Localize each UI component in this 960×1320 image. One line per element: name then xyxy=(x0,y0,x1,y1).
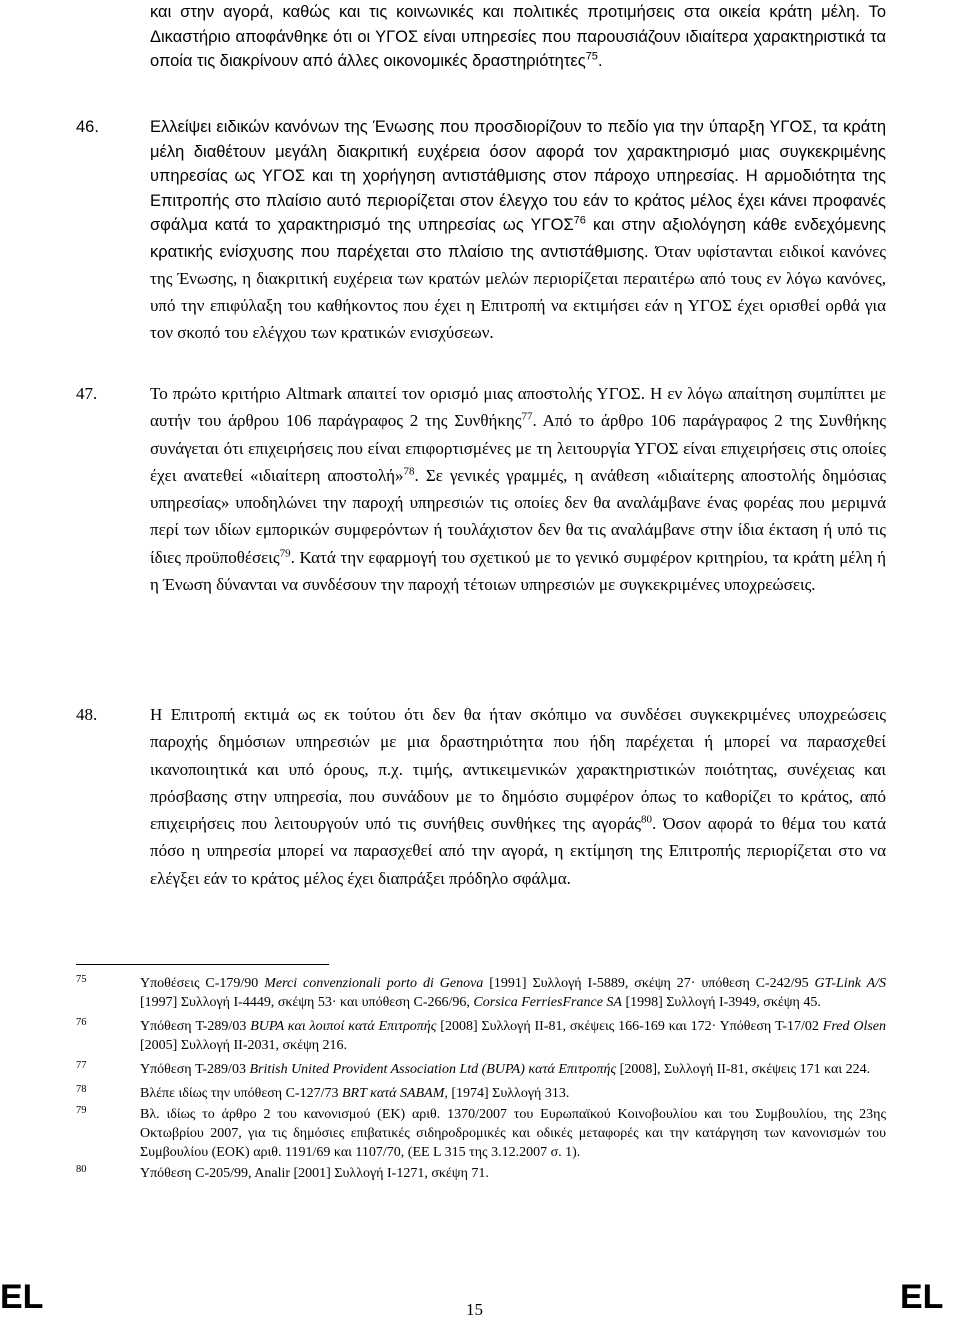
case-name: BRT κατά SABAM xyxy=(341,1086,445,1101)
footnote-ref-79[interactable]: 79 xyxy=(279,547,291,560)
paragraph-text: Όταν υφίστανται ειδικοί κανόνες της Ένωσης, η διακριτική ευχέρεια των κρατών μελών περιορίζεται περαιτέρω από τους εν λόγω κανόνες, υπό την επιφύλαξη του καθήκοντος που έχει η Επιτροπή να εκτιμήσει εάν η ΥΓΟΣ έχει ορισθεί ορθά για τον σκοπό του ελέγχου των κρατικών ενισχύσεων. xyxy=(150,241,886,343)
intro-text: και στην αγορά, καθώς και τις κοινωνικές και πολιτικές προτιμήσεις στα οικεία κράτη μέλη. Το Δικαστήριο αποφάνθηκε ότι οι ΥΓΟΣ είναι υπηρεσίες που παρουσιάζουν ιδιαίτερα χαρακτηριστικά τα οποία τις διακρίνουν από άλλες οικονομικές δραστηριότητες xyxy=(150,3,886,70)
paragraph-body xyxy=(150,115,886,347)
footnote-77 xyxy=(76,1060,886,1079)
footnote-number: 78 xyxy=(76,1084,87,1095)
paragraph-text: . Από το άρθρο 106 παράγραφος 2 της Συνθήκης συνάγεται ότι επιχειρήσεις που είναι επιφορτισμένες με τη λειτουργία ΥΓΟΣ είναι επιχειρήσεις στις οποίες έχει ανατεθεί «ιδιαίτερη αποστολή» xyxy=(150,411,886,485)
case-name: Fred Olsen xyxy=(822,1019,887,1034)
footnote-ref-77[interactable]: 77 xyxy=(521,410,533,423)
footnote-text: [2008] Συλλογή II-81, σκέψεις 166-169 και 172· Υπόθεση T-17/02 xyxy=(436,1019,823,1034)
footnote-text: Υποθέσεις C-179/90 xyxy=(140,976,265,991)
footnote-75 xyxy=(76,974,886,1012)
footnotes xyxy=(76,974,886,1183)
footnote-79 xyxy=(76,1105,886,1162)
footnote-78 xyxy=(76,1084,886,1103)
language-code-right: EL xyxy=(900,1278,944,1316)
case-name: Merci convenzionali porto di Genova xyxy=(264,976,484,991)
paragraph-body xyxy=(150,380,886,598)
footnote-76 xyxy=(76,1017,886,1055)
case-name: GT-Link A/S xyxy=(814,976,887,991)
paragraph-text: και στην αξιολόγηση κάθε ενδεχόμενης κρατικής ενίσχυσης που παρέχεται στο πλαίσιο της αντιστάθμισης. xyxy=(150,216,886,261)
paragraph-number: 48. xyxy=(76,705,98,724)
paragraph-text: . Όσον αφορά το θέμα του κατά πόσο η υπηρεσία μπορεί να παρασχεθεί από την αγορά, η εκτίμηση της Επιτροπής περιορίζεται στο να ελέγξει εάν το κράτος μέλος έχει διαπράξει πρόδηλο σφάλμα. xyxy=(150,814,886,888)
case-name: Corsica FerriesFrance SA xyxy=(473,995,622,1010)
paragraph-48 xyxy=(76,701,886,892)
paragraph-text: Η Επιτροπή εκτιμά ως εκ τούτου ότι δεν θα ήταν σκόπιμο να συνδέσει συγκεκριμένες υποχρεώσεις παροχής δημόσιων υπηρεσιών με μια δραστηριότητα που ήδη παρέχεται ή μπορεί να παρασχεθεί ικανοποιητικά και υπό όρους, π.χ. τιμής, αντικειμενικών χαρακτηριστικών ποιότητας, συνέχειας και πρόσβασης στην υπηρεσία, που συνάδουν με το δημόσιο συμφέρον όπως το καθορίζει το κράτος, από επιχειρήσεις που λειτουργούν υπό τις συνήθεις συνθήκες της αγοράς xyxy=(150,705,886,834)
footnote-text: [2008], Συλλογή II-81, σκέψεις 171 και 224. xyxy=(616,1062,871,1077)
footnote-80 xyxy=(76,1164,886,1183)
footnote-number: 77 xyxy=(76,1060,87,1071)
footnote-separator xyxy=(76,964,329,965)
footnote-ref-76[interactable]: 76 xyxy=(573,214,586,227)
footnote-text: Υπόθεση T-289/03 xyxy=(140,1062,250,1077)
footnote-text: [2005] Συλλογή II-2031, σκέψη 216. xyxy=(140,1038,348,1053)
footnote-number: 76 xyxy=(76,1017,87,1028)
paragraph-number: 46. xyxy=(76,118,99,136)
paragraph-46 xyxy=(76,115,886,347)
footnote-text: [1998] Συλλογή I-3949, σκέψη 45. xyxy=(621,995,821,1010)
footnote-text: , [1974] Συλλογή 313. xyxy=(444,1086,570,1101)
page-number: 15 xyxy=(466,1300,483,1319)
footnote-text: Υπόθεση T-289/03 xyxy=(140,1019,251,1034)
paragraph-number: 47. xyxy=(76,384,98,403)
intro-tail: . xyxy=(597,52,603,70)
paragraph-text: . Κατά την εφαρμογή του σχετικού με το γενικό συμφέρον κριτηρίου, τα κράτη μέλη ή η Ένωση δύνανται να συνδέσουν την παροχή τέτοιων υπηρεσιών με συγκεκριμένες υποχρεώσεις. xyxy=(150,547,886,595)
intro-paragraph xyxy=(150,0,886,74)
case-name: BUPA και λοιποί κατά Επιτροπής xyxy=(250,1019,437,1034)
paragraph-text: Το πρώτο κριτήριο Altmark απαιτεί τον ορισμό μιας αποστολής ΥΓΟΣ. Η εν λόγω απαίτηση συμπίπτει με αυτήν του άρθρου 106 παράγραφος 2 της Συνθήκης xyxy=(150,384,886,431)
case-name: British United Provident Association Ltd (BUPA) κατά Επιτροπής xyxy=(249,1062,617,1077)
footnote-number: 80 xyxy=(76,1164,87,1175)
footnote-ref-78[interactable]: 78 xyxy=(403,465,415,478)
paragraph-text: . Σε γενικές γραμμές, η ανάθεση «ιδιαίτερης αποστολής δημόσιας υπηρεσίας» υποδηλώνει την παροχή υπηρεσιών τις οποίες δεν θα αναλάμβανε ένας φορέας που μεριμνά περί των ιδίων εμπορικών συμφερόντων ή τουλάχιστον δεν θα τις αναλάμβανε στην ίδια έκταση ή υπό τις ίδιες προϋποθέσεις xyxy=(150,465,886,567)
footnote-number: 79 xyxy=(76,1105,87,1116)
language-code-left: EL xyxy=(0,1278,44,1316)
footnote-text: Βλέπε ιδίως την υπόθεση C-127/73 xyxy=(140,1086,342,1101)
paragraph-body xyxy=(150,701,886,892)
footnote-ref-75[interactable]: 75 xyxy=(585,50,598,63)
footnote-text: [1991] Συλλογή I-5889, σκέψη 27· υπόθεση C-242/95 xyxy=(483,976,815,991)
paragraph-text: Ελλείψει ειδικών κανόνων της Ένωσης που προσδιορίζουν το πεδίο για την ύπαρξη ΥΓΟΣ, τα κράτη μέλη διαθέτουν μεγάλη διακριτική ευχέρεια όσον αφορά τον χαρακτηρισμό μιας συγκεκριμένης υπηρεσίας ως ΥΓΟΣ και τη χορήγηση αντιστάθμισης στον πάροχο υπηρεσίας. Η αρμοδιότητα της Επιτροπής στο πλαίσιο αυτό περιορίζεται στον έλεγχο του εάν το κράτος μέλος έχει κάνει προφανές σφάλμα κατά το χαρακτηρισμό της υπηρεσίας ως ΥΓΟΣ xyxy=(150,118,886,234)
footnote-text: Βλ. ιδίως το άρθρο 2 του κανονισμού (ΕΚ) αριθ. 1370/2007 του Ευρωπαϊκού Κοινοβουλίου και του Συμβουλίου, της 23ης Οκτωβρίου 2007, για τις δημόσιες επιβατικές σιδηροδρομικές και οδικές μεταφορές και την κατάργηση των κανονισμών του Συμβουλίου (ΕΟΚ) αριθ. 1191/69 και 1107/70, (ΕΕ L 315 της 3.12.2007 σ. 1). xyxy=(140,1107,886,1160)
footnote-text: Υπόθεση C-205/99, Analir [2001] Συλλογή I-1271, σκέψη 71. xyxy=(140,1166,489,1181)
footnote-ref-80[interactable]: 80 xyxy=(641,813,653,826)
paragraph-47 xyxy=(76,380,886,598)
footnote-text: [1997] Συλλογή I-4449, σκέψη 53· και υπόθεση C-266/96, xyxy=(140,995,474,1010)
footnote-number: 75 xyxy=(76,974,87,985)
